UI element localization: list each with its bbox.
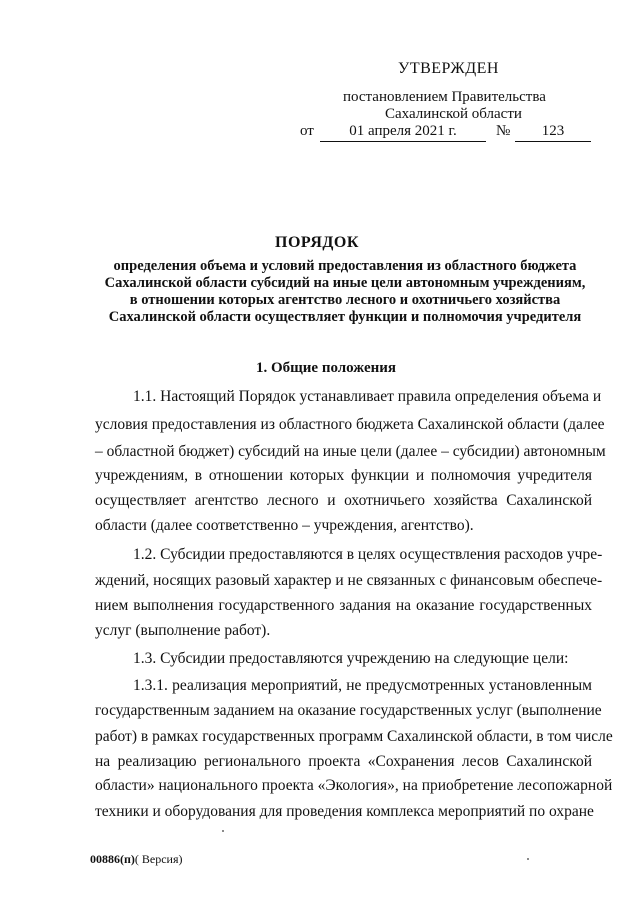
body-line: 1.3. Субсидии предоставляются учреждению на следующие цели: <box>133 650 569 667</box>
footer-document-code <box>90 852 183 867</box>
body-line: осуществляет агентство лесного и охотничьего хозяйства Сахалинской <box>95 492 592 509</box>
body-line: области (далее соответственно – учреждения, агентство). <box>95 517 474 534</box>
approval-number-label: № <box>496 123 511 139</box>
footer-code: 00886(п) <box>90 852 135 866</box>
footer-version: ( Версия) <box>134 852 183 866</box>
subtitle-line: в отношении которых агентство лесного и охотничьего хозяйства <box>129 292 561 308</box>
body-line: нием выполнения государственного задания на оказание государственных <box>95 597 592 614</box>
document-subtitle <box>60 258 630 326</box>
body-line: услуг (выполнение работ). <box>95 622 271 639</box>
approval-heading: УТВЕРЖДЕН <box>398 60 499 77</box>
body-line: на реализацию регионального проекта «Сохранения лесов Сахалинской <box>95 753 592 770</box>
subtitle-line: Сахалинской области субсидий на иные цели автономным учреждениям, <box>104 275 586 291</box>
scan-speck <box>527 858 529 860</box>
scan-speck <box>222 830 224 832</box>
body-line: 1.1. Настоящий Порядок устанавливает правила определения объема и <box>133 388 602 405</box>
approval-decree-line: постановлением Правительства <box>343 89 546 105</box>
body-line: работ) в рамках государственных программ Сахалинской области, в том числе <box>95 728 613 745</box>
body-line: учреждениям, в отношении которых функции и полномочия учредителя <box>95 467 592 484</box>
body-line: техники и оборудования для проведения комплекса мероприятий по охране <box>95 803 594 820</box>
body-line: 1.2. Субсидии предоставляются в целях осуществления расходов учре- <box>133 546 603 563</box>
body-line: области» национального проекта «Экология», на приобретение лесопожарной <box>95 777 613 794</box>
body-line: государственным заданием на оказание государственных услуг (выполнение <box>95 702 602 719</box>
approval-from-label: от <box>300 123 314 139</box>
section-title: 1. Общие положения <box>255 360 397 376</box>
subtitle-line: Сахалинской области осуществляет функции и полномочия учредителя <box>108 309 582 325</box>
body-line: условия предоставления из областного бюджета Сахалинской области (далее <box>95 416 605 433</box>
document-title: ПОРЯДОК <box>275 234 359 251</box>
body-line: 1.3.1. реализация мероприятий, не предусмотренных установленным <box>133 677 592 694</box>
subtitle-line: определения объема и условий предоставления из областного бюджета <box>113 258 577 274</box>
approval-region-line: Сахалинской области <box>385 106 522 122</box>
approval-date: 01 апреля 2021 г. <box>320 123 486 142</box>
body-line: – областной бюджет) субсидий на иные цели (далее – субсидии) автономным <box>95 443 606 460</box>
body-line: ждений, носящих разовый характер и не связанных с финансовым обеспече- <box>95 572 603 589</box>
approval-number: 123 <box>515 123 591 142</box>
